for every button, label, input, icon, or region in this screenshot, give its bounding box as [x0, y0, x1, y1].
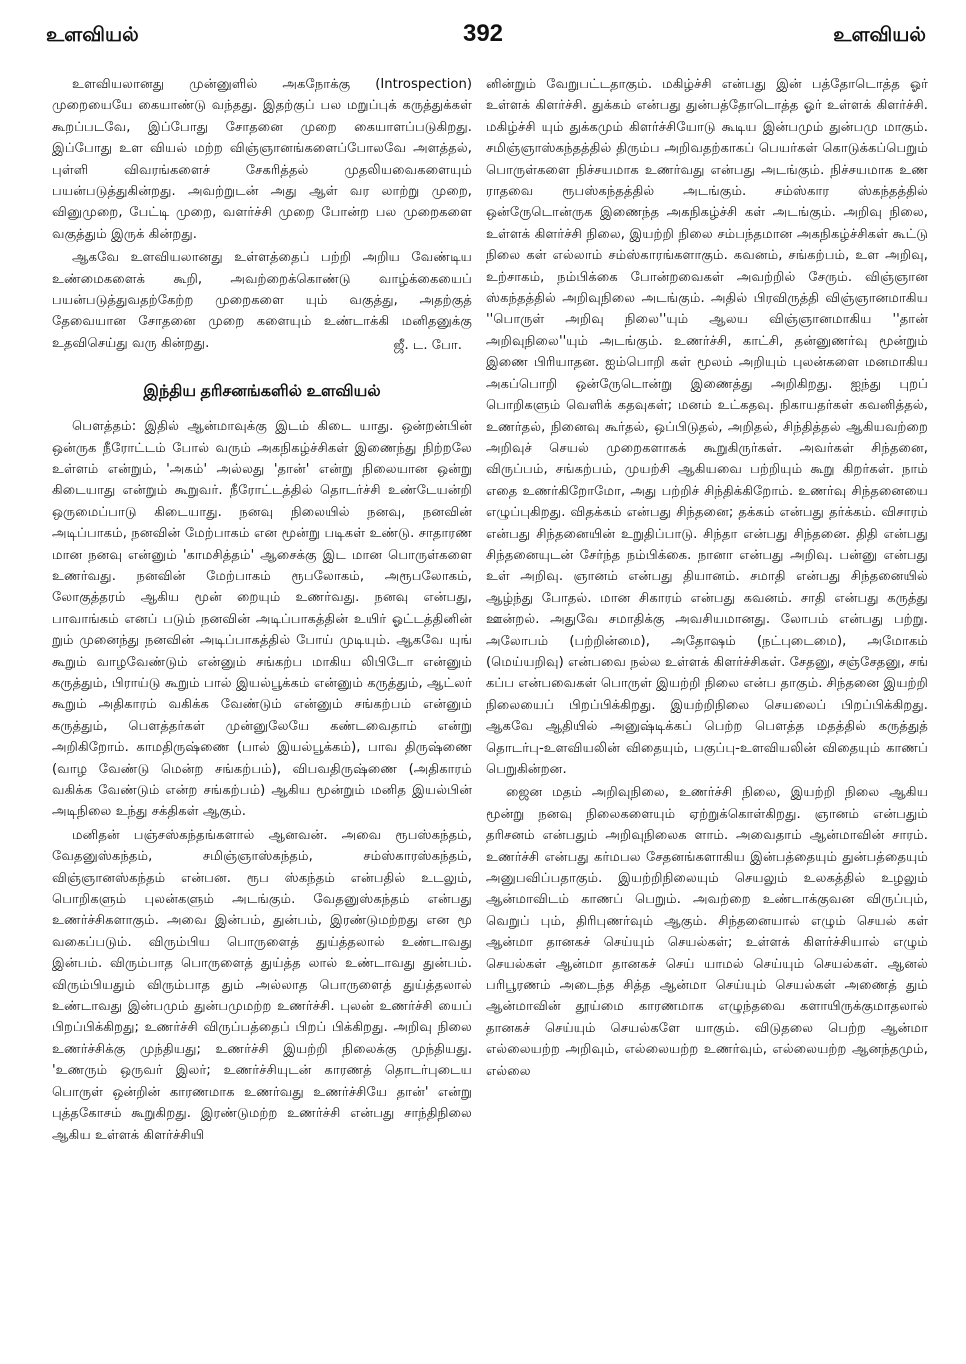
section-title: இந்திய தரிசனங்களில் உளவியல்	[143, 382, 381, 400]
paragraph-jainism: ஜைன மதம் அறிவுநிலை, உணர்ச்சி நிலை, இயற்றி நிலை ஆகிய மூன்று நனவு நிலைகளையும் ஏற்றுக்கொள்கிறது. ஞானம் என்பதும் தரிசனம் என்பதும் அறிவுநிலைக ளாம். அவைதாம் ஆன்மாவின் சாரம். உணர்ச்சி என்பது கர்மபல சேதனங்களாகிய இன்பத்தையும் துன்பத்தையும் அனுபவிப்பதாகும். இயற்றிநிலையும் செயலும் உலகத்தில் உழலும் ஆன்மாவிடம் காணப் பெறும். அவற்றை உண்டாக்குவன விருப்பும், வெறுப் பும், திரிபுணர்வும் ஆகும். சிந்தனையால் எழும் செயல் கள் ஆன்மா தானகச் செய்யும் செயல்கள்; உள்ளக் கிளர்ச்சியால் எழும் செயல்கள் ஆன்மா தானகச் செய் யாமல் செய்யும் செயல்கள். ஆனல் பரிபூரணம் அடைந்த சித்த ஆன்மா செய்யும் செயல்கள் அணைத் தும் ஆன்மாவின் தூய்மை காரணமாக எழுந்தவை களாயிருக்குமாதலால் தானகச் செய்யும் செயல்களே யாகும். விடுதலை பெற்ற ஆன்மா எல்லையற்ற அறிவும், எல்லையற்ற உணர்வும், எல்லையற்ற ஆனந்தமும், எல்லை	[486, 785, 928, 1079]
paragraph-summary: ஆகவே உளவியலானது உள்ளத்தைப் பற்றி அறிய வேண்டிய உண்மைகளைக் கூறி, அவற்றைக்கொண்டு வாழ்க்கையைப் பயன்படுத்துவதற்கேற்ற முறைகளை யும் வகுத்து, அதற்குத் தேவையான சோதனை முறை களையும் உண்டாக்கி மனிதனுக்கு உதவிசெய்து வரு கின்றது.	[52, 250, 472, 351]
paragraph-introspection: உளவியலானது முன்னுளில் அகநோக்கு (Introspection) முறையையே கையாண்டு வந்தது. இதற்குப் பல மறுப்புக் கருத்துக்கள் கூறப்படவே, இப்போது சோதனை முறை கையாளப்படுகிறது. இப்போது உள வியல் மற்ற விஞ்ஞானங்களைப்போலவே அளத்தல், புள்ளி விவரங்களைச் சேகரித்தல் முதலியவைகளையும் பயன்படுத்துகின்றது. அவற்றுடன் அது ஆள் வர லாற்று முறை, வினுமுறை, பேட்டி முறை, வளர்ச்சி முறை போன்ற பல முறைகளை வகுத்தும் இருக் கின்றது.	[52, 77, 472, 242]
paragraph-continued: னின்றும் வேறுபட்டதாகும். மகிழ்ச்சி என்பது இன் பத்தோடொத்த ஓர் உள்ளக் கிளர்ச்சி. துக்கம் என்பது துன்பத்தோடொத்த ஓர் உள்ளக் கிளர்ச்சி. மகிழ்ச்சி யும் துக்கமும் கிளர்ச்சியோடு கூடிய இன்பமும் துன்பமு மாகும். சமிஞ்ஞாஸ்கந்தத்தில் திரும்ப அறிவதற்காகப் பெயர்கள் கொடுக்கப்பெறும் பொருள்களை நிச்சயமாக உணர்வது என்பது அடங்கும். நிச்சயமாக உண ராதவை ரூபஸ்கந்தத்தில் அடங்கும். சம்ஸ்கார ஸ்கந்தத்தில் ஒன்ருேடொன்ருக இணைந்த அகநிகழ்ச்சி கள் அடங்கும். அறிவு நிலை, உள்ளக் கிளர்ச்சி நிலை, இயற்றி நிலை சம்பந்தமான அகநிகழ்ச்சிகள் கூட்டு நிலை கள் எல்லாம் சம்ஸ்காரங்களாகும். கவனம், சங்கற்பம், உள அறிவு, உற்சாகம், நம்பிக்கை போன்றவைகள் அவற்றில் சேரும். விஞ்ஞான ஸ்கந்தத்தில் அறிவுநிலை அடங்கும். அதில் பிரவிருத்தி விஞ்ஞானமாகிய ''பொருள் அறிவு நிலை''யும் ஆலய விஞ்ஞானமாகிய ''தான் அறிவுநிலை''யும் அடங்கும். உணர்ச்சி, காட்சி, தன்னுணர்வு மூன்றும் இணை பிரியாதன. ஐம்பொறி கள் மூலம் அறியும் புலன்களை மனமாகிய அகப்பொறி ஒன்ருேடொன்று இணைத்து அறிகிறது. ஐந்து புறப் பொறிகளும் வெளிக் கதவுகள்; மனம் உட்கதவு. நிகாயதர்கள் கவனித்தல், உணர்தல், நினைவு கூர்தல், ஒப்பிடுதல், அறிதல், சிந்தித்தல் ஆகியவற்றை அறிவுச் செயல் முறைகளாகக் கூறுகிருர்கள். அவர்கள் சிந்தனை, விருப்பம், சங்கற்பம், முயற்சி ஆகியவை பற்றியும் கூறு கிறர்கள். நாம் எதை உணர்கிறோமோ, அது பற்றிச் சிந்திக்கிறோம். உணர்வு சிந்தனையை எழுப்புகிறது. விதக்கம் என்பது சிந்தனை; தக்கம் என்பது தர்க்கம். விசாரம் என்பது சிந்தனையின் உறுதிப்பாடு. சிந்தா என்பது சிந்தனை. திதி என்பது சிந்தனையுடன் சேர்ந்த நம்பிக்கை. நானா என்பது அறிவு. பன்னு என்பது உள் அறிவு. ஞானம் என்பது தியானம். சமாதி என்பது சிந்தனையில் ஆழ்ந்து போதல். மான சிகாரம் என்பது கவனம். சாதி என்பது கருத்து ஊன்றல். அதுவே சமாதிக்கு அவசியமானது. லோபம் என்பது பற்று. அலோபம் (பற்றின்மை), அதோஷம் (நட்புடைமை), அமோகம் (மெய்யறிவு) என்பவை நல்ல உள்ளக் கிளர்ச்சிகள். சேதனு, சஞ்சேதனு, சங் கப்ப என்பவைகள் பொருள் இயற்றி நிலை என்ப தாகும். சிந்தனை இயற்றி நிலையைப் பிறப்பிக்கிறது. இயற்றிநிலை செயலைப் பிறப்பிக்கிறது. ஆகவே ஆதியில் அனுஷ்டிக்கப் பெற்ற பௌத்த மதத்தில் கருத்துத் தொடர்பு-உளவியலின் விதையும், பகுப்பு-உளவியலின் விதையும் காணப் பெறுகின்றன.	[486, 77, 928, 777]
paragraph-buddhism: பௌத்தம்: இதில் ஆன்மாவுக்கு இடம் கிடை யாது. ஒன்றன்பின் ஒன்ருக நீரோட்டம் போல் வரும் அகநிகழ்ச்சிகள் இணைந்து நிற்றலே உள்ளம் என்றும், 'அகம்' அல்லது 'தான்' என்று நிலையான ஒன்று கிடையாது என்றும் கூறுவர். நீரோட்டத்தில் தொடர்ச்சி உண்டேயன்றி ஒருமைப்பாடு கிடையாது. நனவு நிலையில் நனவு, நனவின் அடிப்பாகம், நனவின் மேற்பாகம் என மூன்று படிகள் உண்டு. சாதாரண மான நனவு என்னும் 'காமசித்தம்' ஆசைக்கு இட மான பொருள்களை உணர்வது. நனவின் மேற்பாகம் ரூபலோகம், அரூபலோகம், லோகுத்தரம் ஆகிய மூன் றையும் உணர்வது. நனவு என்பது, பாவாங்கம் எனப் படும் நனவின் அடிப்பாகத்தின் உயிர் ஓட்டத்தினின் றும் முனைந்து நனவின் அடிப்பாகத்தில் போய் முடியும். ஆகவே யுங் கூறும் வாழவேண்டும் என்னும் சங்கற்ப மாகிய லிபிடோ என்னும் கருத்தும், பிராய்டு கூறும் பால் இயல்பூக்கம் என்னும் கருத்தும், ஆட்லர் கூறும் அதிகாரம் வகிக்க வேண்டும் என்னும் சங்கற்பம் என்னும் கருத்தும், பௌத்தர்கள் முன்னுலேயே கண்டவைதாம் என்று அறிகிறோம். காமதிருஷ்ணை (பால் இயல்பூக்கம்), பாவ திருஷ்ணை (வாழ வேண்டு மென்ற சங்கற்பம்), விபவதிருஷ்ணை (அதிகாரம் வகிக்க வேண்டும் என்ற சங்கற்பம்) ஆகிய மூன்றும் மனித இயல்பின் அடிநிலை உந்து சக்திகள் ஆகும்.	[52, 419, 472, 820]
running-header-right: உளவியல்	[833, 24, 926, 46]
author-signature: ஜீ. ட. போ.	[393, 338, 462, 354]
paragraph-skandhas: மனிதன் பஞ்சஸ்கந்தங்களால் ஆனவன். அவை ரூபஸ்கந்தம், வேதனுஸ்கந்தம், சமிஞ்ஞாஸ்கந்தம், சம்ஸ்காரஸ்கந்தம், விஞ்ஞானஸ்கந்தம் என்பன. ரூப ஸ்கந்தம் என்பதில் உடலும், பொறிகளும் புலன்களும் அடங்கும். வேதனுஸ்கந்தம் என்பது உணர்ச்சிகளாகும். அவை இன்பம், துன்பம், இரண்டுமற்றது என மூ வகைப்படும். விரும்பிய பொருளைத் துய்த்தலால் உண்டாவது இன்பம். விரும்பாத பொருளைத் துய்த்த லால் உண்டாவது துன்பம். விரும்பியதும் விரும்பாத தும் அல்லாத பொருளைத் துய்த்தலால் உண்டாவது இன்பமும் துன்பமுமற்ற உணர்ச்சி. புலன் உணர்ச்சி யைப் பிறப்பிக்கிறது; உணர்ச்சி விருப்பத்தைப் பிறப் பிக்கிறது. அறிவு நிலை உணர்ச்சிக்கு முந்தியது; உணர்ச்சி இயற்றி நிலைக்கு முந்தியது. 'உணரும் ஒருவர் இலர்; உணர்ச்சியுடன் காரணத் தொடர்புடைய பொருள் ஒன்றின் காரணமாக உணர்வது உணர்ச்சியே தான்' என்று புத்தகோசம் கூறுகிறது. இரண்டுமற்ற உணர்ச்சி என்பது சாந்திநிலை ஆகிய உள்ளக் கிளர்ச்சியி	[52, 827, 472, 1143]
right-column	[486, 74, 928, 1354]
left-column	[52, 74, 472, 1354]
page-number: 392	[462, 20, 504, 47]
running-header-left: உளவியல்	[46, 24, 139, 46]
